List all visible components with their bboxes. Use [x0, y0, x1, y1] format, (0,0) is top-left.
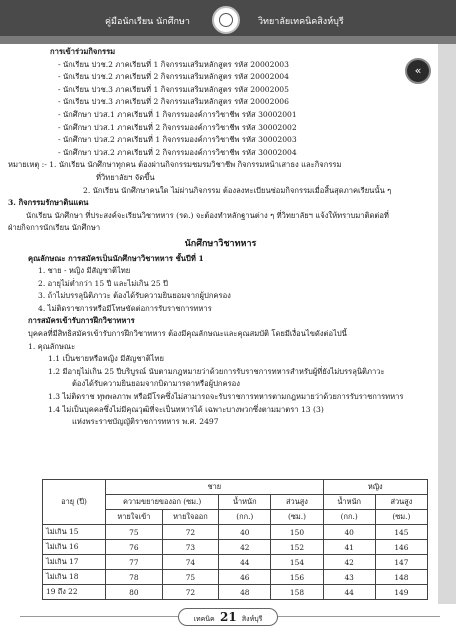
table-row	[43, 525, 428, 540]
rotc-attribute-item-cont: ต้องได้รับความยินยอมจากบิดามารดาหรือผู้ปกครอง	[72, 379, 240, 389]
table-cell: 75	[162, 570, 219, 585]
activity-item: - นักเรียน ปวช.2 ภาคเรียนที่ 2 กิจกรรมเสริมหลักสูตร รหัส 20002004	[58, 72, 289, 82]
header-manual-title: คู่มือนักเรียน นักศึกษา	[105, 17, 190, 27]
rotc-attribute-item: 1.3 ไม่ติดราช ทุพพลภาพ หรือมีโรคซึ่งไม่สามารถจะรับราชการทหารตามกฎหมายว่าด้วยการรับราชการทหาร	[48, 392, 404, 402]
table-cell: 74	[162, 555, 219, 570]
table-header-female: หญิง	[323, 480, 427, 495]
activity-item: - นักศึกษา ปวส.2 ภาคเรียนที่ 2 กิจกรรมองค์การวิชาชีพ รหัส 30002004	[58, 147, 297, 157]
table-cell: 148	[375, 570, 427, 585]
table-cell: 42	[323, 555, 375, 570]
table-row	[43, 585, 428, 600]
table-cell: 150	[271, 525, 323, 540]
table-cell: 156	[271, 570, 323, 585]
table-cell-age: 19 ถึง 22	[43, 585, 106, 600]
activity-item: - นักศึกษา ปวส.2 ภาคเรียนที่ 1 กิจกรรมองค์การวิชาชีพ รหัส 30002003	[58, 135, 297, 145]
table-cell: 46	[219, 570, 271, 585]
table-cell: 43	[323, 570, 375, 585]
table-header-unit-cm: (ซม.)	[375, 510, 427, 525]
table-header-male: ชาย	[106, 480, 324, 495]
activity-note-2: 2. นักเรียน นักศึกษาคนใด ไม่ผ่านกิจกรรม ต้องลงทะเบียนซ่อมกิจกรรมเมื่อสิ้นสุดภาคเรียนนั้น ๆ	[83, 185, 392, 195]
table-cell: 158	[271, 585, 323, 600]
college-seal-icon	[212, 6, 240, 34]
table-cell: 149	[375, 585, 427, 600]
table-cell-age: ไม่เกิน 15	[43, 525, 106, 540]
rotc-qualification-item: 3. ถ้าไม่บรรลุนิติภาวะ ต้องได้รับความยินยอมจากผู้ปกครอง	[38, 291, 231, 301]
table-cell: 72	[162, 525, 219, 540]
rotc-qualification-item: 4. ไม่ติดราชการหรือมีโทษขัดต่อการรับราชการทหาร	[38, 303, 212, 313]
table-header-unit-kg: (กก.)	[219, 510, 271, 525]
rotc-title: นักศึกษาวิชาทหาร	[184, 238, 257, 249]
table-header-unit-cm: (ซม.)	[271, 510, 323, 525]
table-cell: 40	[323, 525, 375, 540]
territorial-defense-text: นักเรียน นักศึกษา ที่ประสงค์จะเรียนวิชาทหาร (รด.) จะต้องทำหลักฐานต่าง ๆ ที่วิทยาลัยฯ แจ้งให้ทราบมาติดต่อที่	[26, 210, 389, 220]
rotc-qualification-item: 2. อายุไม่ต่ำกว่า 15 ปี และไม่เกิน 25 ปี	[38, 278, 168, 288]
table-cell: 152	[271, 540, 323, 555]
table-cell: 42	[219, 540, 271, 555]
header-college-name: วิทยาลัยเทคนิคสิงห์บุรี	[258, 17, 344, 27]
table-cell: 78	[106, 570, 163, 585]
activity-item: - นักเรียน ปวช.2 ภาคเรียนที่ 1 กิจกรรมเสริมหลักสูตร รหัส 20002003	[58, 59, 289, 69]
rotc-application-heading: การสมัครเข้ารับการฝึกวิชาทหาร	[28, 316, 135, 326]
table-cell: 147	[375, 555, 427, 570]
territorial-defense-text-cont: ฝ่ายกิจการนักเรียน นักศึกษา	[8, 223, 101, 233]
table-cell: 48	[219, 585, 271, 600]
rotc-qualification-item: 1. ชาย - หญิง มีสัญชาติไทย	[38, 266, 131, 276]
table-cell: 40	[219, 525, 271, 540]
table-cell: 72	[162, 585, 219, 600]
body-criteria-table	[42, 479, 428, 600]
footer-suffix: สิงห์บุรี	[241, 615, 263, 623]
table-cell-age: ไม่เกิน 18	[43, 570, 106, 585]
page-footer	[0, 604, 456, 640]
table-header-chest: ความขยายของอก (ซม.)	[106, 495, 219, 510]
table-header-exhale: หายใจออก	[162, 510, 219, 525]
rotc-attribute-item: 1.2 มีอายุไม่เกิน 25 ปีบริบูรณ์ นับตามกฎหมายว่าด้วยการรับราชการทหารสำหรับผู้ที่ยังไม่บรรลุนิติภาวะ	[48, 366, 385, 376]
double-chevron-left-icon: «	[414, 64, 422, 77]
table-header-age: อายุ (ปี)	[43, 480, 106, 525]
page-content	[8, 46, 433, 429]
page-side-bar	[438, 44, 456, 604]
table-header-inhale: หายใจเข้า	[106, 510, 163, 525]
activity-note-1-cont: ที่วิทยาลัยฯ จัดขึ้น	[96, 172, 155, 182]
table-header-weight: น้ำหนัก	[323, 495, 375, 510]
table-header-weight: น้ำหนัก	[219, 495, 271, 510]
table-cell: 75	[106, 525, 163, 540]
rotc-attribute-item: 1.1 เป็นชายหรือหญิง มีสัญชาติไทย	[48, 354, 164, 364]
territorial-defense-title: 3. กิจกรรมรักษาดินแดน	[8, 198, 89, 208]
rotc-application-text: บุคคลที่มีสิทธิสมัครเข้ารับการฝึกวิชาทหาร ต้องมีคุณลักษณะและคุณสมบัติ โดยมีเงื่อนไขดังต่อไปนี้	[28, 329, 347, 339]
table-cell-age: ไม่เกิน 17	[43, 555, 106, 570]
table-cell: 80	[106, 585, 163, 600]
table-cell: 73	[162, 540, 219, 555]
activity-note-1: หมายเหตุ :- 1. นักเรียน นักศึกษาทุกคน ต้องผ่านกิจกรรมชมรมวิชาชีพ กิจกรรมหน้าเสาธง และกิจกรรม	[8, 160, 342, 170]
table-row	[43, 555, 428, 570]
footer-prefix: เทคนิค	[193, 615, 215, 623]
page-number-badge	[178, 608, 278, 626]
activity-item: - นักศึกษา ปวส.1 ภาคเรียนที่ 2 กิจกรรมองค์การวิชาชีพ รหัส 30002002	[58, 122, 297, 132]
table-header-unit-kg: (กก.)	[323, 510, 375, 525]
table-cell: 76	[106, 540, 163, 555]
page-number: 21	[219, 610, 237, 624]
page-header	[0, 0, 456, 44]
table-cell: 44	[323, 585, 375, 600]
activity-item: - นักเรียน ปวช.3 ภาคเรียนที่ 1 กิจกรรมเสริมหลักสูตร รหัส 20002005	[58, 84, 289, 94]
table-cell: 146	[375, 540, 427, 555]
rotc-attribute-item-cont: แห่งพระราชบัญญัติราชการทหาร พ.ศ. 2497	[72, 417, 219, 427]
table-cell-age: ไม่เกิน 16	[43, 540, 106, 555]
table-header-height: ส่วนสูง	[271, 495, 323, 510]
table-row	[43, 570, 428, 585]
table-cell: 77	[106, 555, 163, 570]
activities-title: การเข้าร่วมกิจกรรม	[50, 47, 116, 56]
table-cell: 41	[323, 540, 375, 555]
rotc-qualification-heading: คุณลักษณะ การสมัครเป็นนักศึกษาวิชาทหาร ชั้นปีที่ 1	[28, 253, 204, 263]
table-cell: 44	[219, 555, 271, 570]
header-accent-bar	[0, 36, 456, 44]
table-header-height: ส่วนสูง	[375, 495, 427, 510]
rotc-attribute-item: 1.4 ไม่เป็นบุคคลซึ่งไม่มีคุณวุฒิที่จะเป็นทหารได้ เฉพาะบางพวกซึ่งตามมาตรา 13 (3)	[48, 404, 324, 414]
rotc-attributes-heading: 1. คุณลักษณะ	[28, 341, 76, 351]
activity-item: - นักเรียน ปวช.3 ภาคเรียนที่ 2 กิจกรรมเสริมหลักสูตร รหัส 20002006	[58, 97, 289, 107]
table-cell: 145	[375, 525, 427, 540]
table-cell: 154	[271, 555, 323, 570]
table-row	[43, 540, 428, 555]
activity-item: - นักศึกษา ปวส.1 ภาคเรียนที่ 1 กิจกรรมองค์การวิชาชีพ รหัส 30002001	[58, 109, 297, 119]
